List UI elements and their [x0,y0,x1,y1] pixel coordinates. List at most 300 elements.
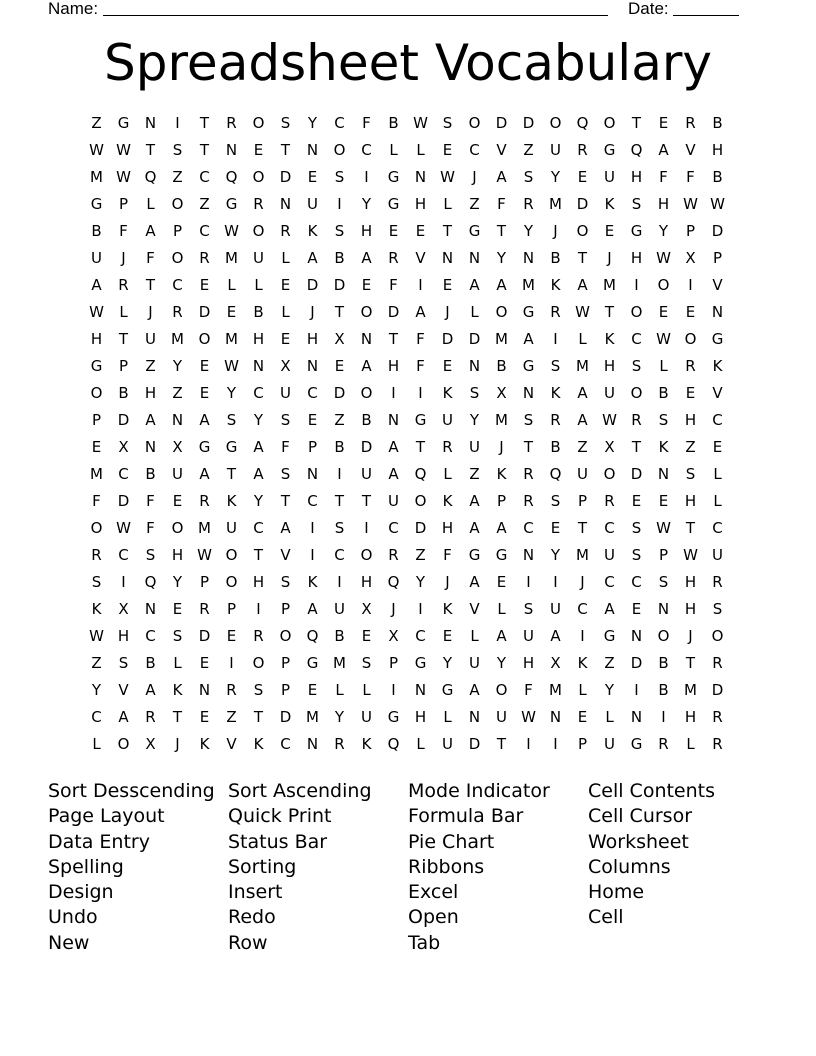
grid-letter: O [630,303,643,321]
grid-row [83,164,731,191]
grid-letter: Z [91,114,102,132]
grid-letter: S [280,465,291,483]
grid-letter: E [199,654,210,672]
grid-letter: K [172,681,183,699]
grid-letter: N [522,249,535,267]
grid-letter: A [145,222,156,240]
grid-letter: T [172,708,183,726]
grid-letter: O [252,222,265,240]
grid-letter: P [280,654,291,672]
grid-letter: L [146,195,155,213]
grid-letter: O [198,330,211,348]
grid-letter: N [306,465,319,483]
grid-letter: L [470,303,479,321]
grid-letter: E [172,600,183,618]
name-line [103,15,608,16]
grid-letter: K [442,384,453,402]
grid-letter: A [307,249,318,267]
grid-letter: E [280,330,291,348]
grid-letter: B [91,222,102,240]
grid-letter: P [577,735,588,753]
grid-letter: L [470,627,479,645]
grid-letter: F [281,438,290,456]
word-item: Cell Cursor [588,805,693,828]
grid-letter: F [146,492,155,510]
grid-letter: S [658,411,669,429]
grid-letter: K [550,384,561,402]
grid-letter: X [145,735,156,753]
grid-letter: H [90,330,103,348]
grid-letter: E [361,276,372,294]
name-label: Name: [48,0,99,18]
grid-letter: G [225,438,238,456]
word-item: Sorting [228,855,297,878]
grid-letter: A [280,519,291,537]
grid-letter: O [171,195,184,213]
grid-letter: I [553,735,558,753]
grid-letter: P [658,546,669,564]
grid-letter: Y [550,546,561,564]
grid-letter: E [550,519,561,537]
grid-letter: U [253,249,264,267]
grid-letter: B [550,438,561,456]
grid-letter: Y [253,411,264,429]
grid-letter: L [713,492,722,510]
grid-letter: I [526,735,531,753]
grid-letter: T [523,438,534,456]
word-item: Pie Chart [408,830,495,853]
grid-letter: Z [226,708,237,726]
grid-letter: I [229,654,234,672]
word-item: Insert [228,881,283,904]
grid-letter: W [89,627,104,645]
grid-letter: G [630,735,643,753]
grid-letter: A [469,519,480,537]
grid-letter: O [252,168,265,186]
grid-letter: I [634,681,639,699]
grid-row [83,110,731,137]
word-item: Status Bar [228,830,328,853]
grid-letter: M [333,654,346,672]
grid-letter: H [387,357,400,375]
word-column [228,779,408,956]
grid-letter: D [333,384,346,402]
grid-letter: Y [469,411,480,429]
grid-letter: W [89,303,104,321]
grid-letter: S [334,222,345,240]
grid-letter: C [523,519,534,537]
grid-letter: G [522,357,535,375]
grid-letter: L [605,708,614,726]
word-item: Cell [588,906,624,929]
grid-letter: O [603,465,616,483]
grid-letter: E [280,276,291,294]
grid-letter: S [91,573,102,591]
grid-letter: E [415,222,426,240]
grid-letter: E [685,384,696,402]
grid-letter: G [522,303,535,321]
grid-letter: K [604,195,615,213]
grid-letter: B [253,303,264,321]
grid-row [83,623,731,650]
grid-letter: N [414,168,427,186]
grid-letter: T [226,465,237,483]
grid-letter: R [658,735,669,753]
grid-letter: D [495,114,508,132]
grid-letter: U [577,465,588,483]
grid-letter: E [577,168,588,186]
grid-letter: D [522,114,535,132]
grid-letter: O [90,384,103,402]
grid-letter: K [307,222,318,240]
grid-letter: B [712,114,723,132]
grid-letter: B [118,384,129,402]
grid-letter: Z [199,195,210,213]
grid-letter: P [118,195,129,213]
grid-letter: N [279,195,292,213]
grid-letter: Q [549,465,562,483]
grid-letter: P [118,357,129,375]
grid-letter: B [712,168,723,186]
grid-letter: H [684,573,697,591]
grid-letter: L [362,681,371,699]
grid-letter: P [388,654,399,672]
grid-letter: A [145,681,156,699]
grid-letter: X [361,600,372,618]
grid-letter: E [496,573,507,591]
grid-letter: J [175,735,180,753]
grid-letter: I [256,600,261,618]
grid-row [83,461,731,488]
grid-letter: R [523,492,534,510]
grid-letter: O [495,681,508,699]
grid-letter: C [469,141,480,159]
grid-letter: Z [469,465,480,483]
grid-letter: Q [144,168,157,186]
grid-letter: E [199,708,210,726]
grid-letter: T [631,114,642,132]
grid-letter: U [280,384,291,402]
word-item: New [48,931,90,954]
word-item: Formula Bar [408,805,524,828]
grid-letter: T [577,249,588,267]
grid-letter: W [656,519,671,537]
grid-letter: N [468,708,481,726]
grid-letter: T [280,141,291,159]
grid-letter: V [280,546,291,564]
grid-letter: L [281,303,290,321]
grid-letter: H [252,330,265,348]
grid-letter: E [199,276,210,294]
grid-letter: C [118,465,129,483]
grid-letter: E [334,357,345,375]
grid-letter: M [684,681,697,699]
grid-letter: B [145,465,156,483]
grid-letter: F [497,195,506,213]
grid-letter: S [361,654,372,672]
grid-letter: C [361,141,372,159]
grid-letter: T [442,222,453,240]
grid-letter: C [199,222,210,240]
grid-letter: M [576,546,589,564]
grid-row [83,380,731,407]
grid-letter: S [469,384,480,402]
grid-letter: F [389,276,398,294]
grid-row [83,353,731,380]
grid-letter: U [145,330,156,348]
page-title: Spreadsheet Vocabulary [104,34,712,92]
grid-letter: D [198,303,211,321]
grid-letter: A [199,465,210,483]
grid-letter: C [712,519,723,537]
grid-letter: Q [306,627,319,645]
grid-row [83,650,731,677]
grid-letter: R [388,546,399,564]
header [48,0,748,20]
grid-letter: S [631,195,642,213]
grid-row [83,731,731,758]
grid-letter: W [656,330,671,348]
grid-letter: C [118,546,129,564]
grid-letter: U [442,411,453,429]
grid-letter: X [550,654,561,672]
grid-row [83,704,731,731]
grid-letter: M [549,681,562,699]
grid-letter: H [414,195,427,213]
grid-letter: Z [145,357,156,375]
grid-letter: G [441,681,454,699]
grid-letter: T [631,438,642,456]
grid-letter: R [145,708,156,726]
grid-letter: U [361,465,372,483]
grid-letter: H [414,708,427,726]
grid-letter: N [144,438,157,456]
grid-letter: O [171,519,184,537]
grid-row [83,218,731,245]
grid-letter: M [522,276,535,294]
grid-letter: I [661,708,666,726]
grid-letter: G [414,411,427,429]
grid-letter: R [604,492,615,510]
grid-letter: K [253,735,264,753]
grid-letter: R [712,735,723,753]
grid-letter: Z [469,195,480,213]
grid-letter: M [225,330,238,348]
grid-letter: F [659,168,668,186]
grid-letter: E [442,276,453,294]
grid-letter: O [360,303,373,321]
grid-letter: I [553,573,558,591]
grid-letter: S [334,168,345,186]
grid-letter: E [199,384,210,402]
grid-letter: D [468,735,481,753]
grid-letter: O [360,546,373,564]
grid-letter: T [496,222,507,240]
grid-letter: T [604,303,615,321]
grid-letter: N [144,114,157,132]
grid-letter: C [253,384,264,402]
grid-letter: B [658,384,669,402]
grid-letter: R [199,492,210,510]
word-item: Undo [48,906,98,929]
grid-row [83,434,731,461]
grid-letter: E [361,627,372,645]
grid-letter: H [360,222,373,240]
grid-letter: N [387,411,400,429]
grid-letter: I [121,573,126,591]
grid-letter: U [604,546,615,564]
grid-letter: R [523,465,534,483]
grid-letter: C [631,573,642,591]
grid-letter: R [388,249,399,267]
grid-letter: P [577,492,588,510]
grid-letter: O [630,384,643,402]
grid-row [83,191,731,218]
grid-letter: U [550,141,561,159]
grid-letter: A [523,330,534,348]
grid-letter: S [226,411,237,429]
grid-letter: A [469,573,480,591]
grid-letter: E [631,600,642,618]
grid-letter: U [307,195,318,213]
grid-letter: R [280,222,291,240]
grid-letter: H [711,141,724,159]
grid-letter: Y [415,573,426,591]
grid-letter: R [334,735,345,753]
grid-letter: Y [361,195,372,213]
word-item: Sort Ascending [228,780,372,802]
grid-letter: P [496,492,507,510]
grid-letter: Q [387,573,400,591]
grid-letter: W [116,519,131,537]
grid-letter: N [306,141,319,159]
grid-letter: A [496,519,507,537]
grid-letter: J [121,249,126,267]
grid-letter: R [253,627,264,645]
grid-letter: K [91,600,102,618]
grid-letter: E [442,357,453,375]
grid-letter: O [711,627,724,645]
grid-letter: D [630,654,643,672]
grid-letter: O [90,519,103,537]
grid-letter: X [172,438,183,456]
grid-letter: O [360,384,373,402]
grid-letter: F [416,330,425,348]
grid-letter: K [442,492,453,510]
grid-letter: Z [172,384,183,402]
grid-letter: D [279,168,292,186]
grid-letter: E [442,627,453,645]
grid-letter: M [306,708,319,726]
grid-letter: B [658,681,669,699]
grid-letter: Z [91,654,102,672]
grid-letter: O [252,114,265,132]
grid-letter: N [522,546,535,564]
grid-letter: F [146,519,155,537]
grid-letter: F [92,492,101,510]
word-item: Worksheet [588,830,689,853]
word-column [588,779,768,931]
grid-letter: R [550,411,561,429]
grid-row [83,326,731,353]
grid-letter: T [685,654,696,672]
grid-row [83,677,731,704]
grid-letter: S [523,600,534,618]
grid-letter: T [685,519,696,537]
grid-letter: J [607,249,612,267]
grid-letter: A [145,411,156,429]
grid-letter: N [657,465,670,483]
grid-letter: M [171,330,184,348]
grid-letter: D [441,330,454,348]
grid-letter: S [550,357,561,375]
grid-letter: J [445,573,450,591]
grid-letter: L [227,276,236,294]
word-item: Cell Contents [588,780,716,802]
grid-letter: U [334,600,345,618]
grid-letter: G [711,330,724,348]
grid-letter: L [443,708,452,726]
grid-letter: N [441,249,454,267]
grid-letter: G [603,141,616,159]
grid-letter: O [576,222,589,240]
grid-letter: W [89,141,104,159]
grid-letter: C [280,735,291,753]
grid-letter: I [418,276,423,294]
grid-letter: K [307,573,318,591]
grid-letter: F [362,114,371,132]
grid-letter: O [684,330,697,348]
grid-letter: L [335,681,344,699]
grid-letter: P [712,249,723,267]
grid-letter: Q [225,168,238,186]
grid-letter: O [549,114,562,132]
grid-letter: X [685,249,696,267]
grid-letter: I [634,276,639,294]
grid-letter: A [577,276,588,294]
grid-letter: U [712,546,723,564]
grid-letter: P [685,222,696,240]
grid-letter: N [198,681,211,699]
grid-letter: A [469,276,480,294]
grid-letter: J [499,438,504,456]
grid-letter: H [684,708,697,726]
grid-letter: K [712,357,723,375]
grid-letter: H [441,519,454,537]
grid-letter: F [686,168,695,186]
grid-letter: W [224,357,239,375]
grid-letter: T [334,492,345,510]
grid-letter: T [496,735,507,753]
grid-letter: P [91,411,102,429]
word-column [48,779,228,956]
grid-letter: A [361,357,372,375]
grid-letter: U [496,708,507,726]
grid-letter: Y [496,249,507,267]
grid-letter: T [199,141,210,159]
grid-letter: D [333,276,346,294]
grid-letter: L [173,654,182,672]
grid-letter: O [495,303,508,321]
grid-letter: S [280,573,291,591]
grid-letter: X [118,600,129,618]
grid-letter: B [658,654,669,672]
grid-letter: V [226,735,237,753]
grid-letter: H [360,573,373,591]
grid-row [83,299,731,326]
grid-letter: R [631,411,642,429]
word-item: Page Layout [48,805,165,828]
